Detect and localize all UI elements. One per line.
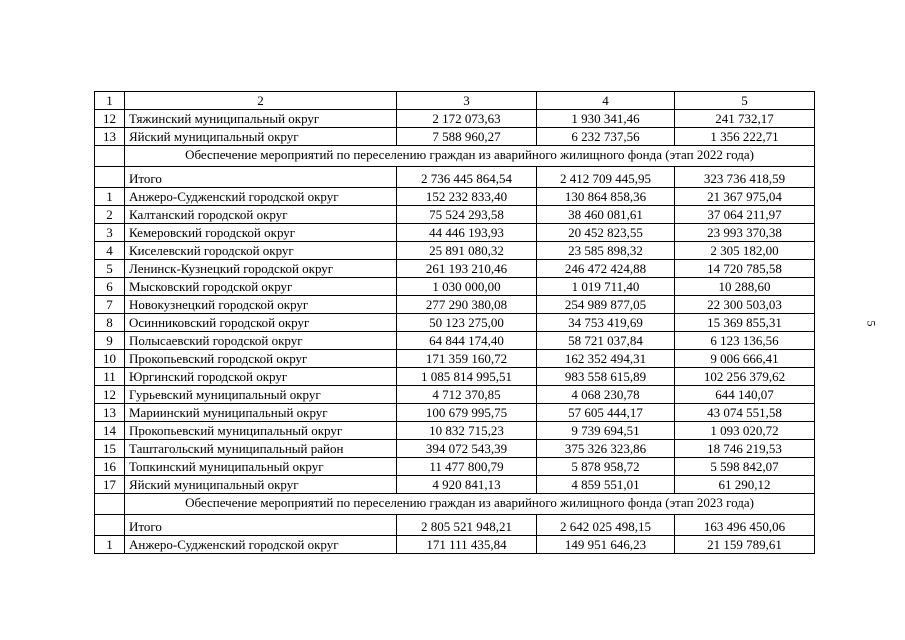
amount-col4: 6 232 737,56: [537, 128, 675, 146]
total-col5: 163 496 450,06: [675, 515, 815, 536]
municipality-name: Мариинский муниципальный округ: [125, 404, 397, 422]
municipality-name: Юргинский городской округ: [125, 368, 397, 386]
municipality-name: Таштагольский муниципальный район: [125, 440, 397, 458]
amount-total: 4 920 841,13: [397, 476, 537, 494]
amount-col4: 246 472 424,88: [537, 260, 675, 278]
amount-col4: 983 558 615,89: [537, 368, 675, 386]
total-row: [95, 167, 815, 188]
row-number: 5: [95, 260, 125, 278]
amount-col5: 644 140,07: [675, 386, 815, 404]
row-number: 1: [95, 188, 125, 206]
row-number: 8: [95, 314, 125, 332]
amount-col5: 43 074 551,58: [675, 404, 815, 422]
table-row: [95, 386, 815, 404]
amount-col5: 18 746 219,53: [675, 440, 815, 458]
row-number: 9: [95, 332, 125, 350]
municipality-name: Полысаевский городской округ: [125, 332, 397, 350]
page-number: 5: [864, 320, 879, 327]
amount-col4: 1 930 341,46: [537, 110, 675, 128]
municipality-name: Калтанский городской округ: [125, 206, 397, 224]
amount-total: 4 712 370,85: [397, 386, 537, 404]
amount-col5: 23 993 370,38: [675, 224, 815, 242]
row-number: 10: [95, 350, 125, 368]
amount-col4: 9 739 694,51: [537, 422, 675, 440]
empty-cell: [95, 146, 125, 167]
amount-col4: 4 068 230,78: [537, 386, 675, 404]
section-title-row: [95, 494, 815, 515]
municipality-name: Яйский муниципальный округ: [125, 476, 397, 494]
header-cell: 2: [125, 92, 397, 110]
amount-col5: 102 256 379,62: [675, 368, 815, 386]
amount-col5: 22 300 503,03: [675, 296, 815, 314]
row-number: 17: [95, 476, 125, 494]
municipality-name: Кемеровский городской округ: [125, 224, 397, 242]
municipality-name: Яйский муниципальный округ: [125, 128, 397, 146]
amount-col5: 21 367 975,04: [675, 188, 815, 206]
empty-cell: [95, 494, 125, 515]
municipality-name: Тяжинский муниципальный округ: [125, 110, 397, 128]
municipality-name: Анжеро-Судженский городской округ: [125, 188, 397, 206]
amount-col4: 130 864 858,36: [537, 188, 675, 206]
total-col3: 2 736 445 864,54: [397, 167, 537, 188]
amount-total: 152 232 833,40: [397, 188, 537, 206]
municipality-name: Мысковский городской округ: [125, 278, 397, 296]
amount-col5: 37 064 211,97: [675, 206, 815, 224]
amount-col4: 162 352 494,31: [537, 350, 675, 368]
amount-col4: 34 753 419,69: [537, 314, 675, 332]
municipality-name: Киселевский городской округ: [125, 242, 397, 260]
amount-total: 50 123 275,00: [397, 314, 537, 332]
empty-cell: [95, 167, 125, 188]
amount-col4: 5 878 958,72: [537, 458, 675, 476]
table-row: [95, 458, 815, 476]
municipality-name: Новокузнецкий городской округ: [125, 296, 397, 314]
total-col4: 2 642 025 498,15: [537, 515, 675, 536]
amount-col4: 254 989 877,05: [537, 296, 675, 314]
row-number: 6: [95, 278, 125, 296]
table-row: [95, 206, 815, 224]
budget-table: [94, 91, 815, 554]
total-col4: 2 412 709 445,95: [537, 167, 675, 188]
amount-total: 11 477 800,79: [397, 458, 537, 476]
amount-col5: 1 093 020,72: [675, 422, 815, 440]
amount-col5: 21 159 789,61: [675, 536, 815, 554]
table-row: [95, 368, 815, 386]
row-number: 2: [95, 206, 125, 224]
table-body: [95, 92, 815, 554]
amount-total: 1 030 000,00: [397, 278, 537, 296]
amount-col5: 15 369 855,31: [675, 314, 815, 332]
row-number: 7: [95, 296, 125, 314]
amount-total: 2 172 073,63: [397, 110, 537, 128]
municipality-name: Осинниковский городской округ: [125, 314, 397, 332]
amount-total: 7 588 960,27: [397, 128, 537, 146]
amount-total: 277 290 380,08: [397, 296, 537, 314]
section-title: Обеспечение мероприятий по переселению граждан из аварийного жилищного фонда (этап 2022 года): [125, 146, 815, 167]
table-row: [95, 422, 815, 440]
header-cell: 4: [537, 92, 675, 110]
amount-col4: 58 721 037,84: [537, 332, 675, 350]
amount-col4: 1 019 711,40: [537, 278, 675, 296]
municipality-name: Прокопьевский муниципальный округ: [125, 422, 397, 440]
table-row: [95, 332, 815, 350]
table-row: [95, 440, 815, 458]
header-cell: 1: [95, 92, 125, 110]
amount-total: 64 844 174,40: [397, 332, 537, 350]
amount-col4: 375 326 323,86: [537, 440, 675, 458]
amount-col5: 5 598 842,07: [675, 458, 815, 476]
table-row: [95, 260, 815, 278]
total-label: Итого: [125, 515, 397, 536]
amount-col5: 6 123 136,56: [675, 332, 815, 350]
row-number: 12: [95, 110, 125, 128]
municipality-name: Прокопьевский городской округ: [125, 350, 397, 368]
amount-total: 261 193 210,46: [397, 260, 537, 278]
row-number: 14: [95, 422, 125, 440]
amount-col4: 38 460 081,61: [537, 206, 675, 224]
amount-total: 44 446 193,93: [397, 224, 537, 242]
municipality-name: Топкинский муниципальный округ: [125, 458, 397, 476]
section-title-row: [95, 146, 815, 167]
header-row: [95, 92, 815, 110]
amount-total: 1 085 814 995,51: [397, 368, 537, 386]
total-col5: 323 736 418,59: [675, 167, 815, 188]
row-number: 15: [95, 440, 125, 458]
amount-total: 171 111 435,84: [397, 536, 537, 554]
amount-col5: 14 720 785,58: [675, 260, 815, 278]
row-number: 3: [95, 224, 125, 242]
amount-col4: 57 605 444,17: [537, 404, 675, 422]
municipality-name: Анжеро-Судженский городской округ: [125, 536, 397, 554]
amount-total: 25 891 080,32: [397, 242, 537, 260]
table-row: [95, 536, 815, 554]
row-number: 1: [95, 536, 125, 554]
amount-total: 75 524 293,58: [397, 206, 537, 224]
amount-col5: 9 006 666,41: [675, 350, 815, 368]
amount-total: 100 679 995,75: [397, 404, 537, 422]
total-col3: 2 805 521 948,21: [397, 515, 537, 536]
row-number: 16: [95, 458, 125, 476]
amount-total: 394 072 543,39: [397, 440, 537, 458]
header-cell: 5: [675, 92, 815, 110]
table-row: [95, 278, 815, 296]
amount-col4: 149 951 646,23: [537, 536, 675, 554]
table-row: [95, 128, 815, 146]
row-number: 13: [95, 404, 125, 422]
empty-cell: [95, 515, 125, 536]
row-number: 11: [95, 368, 125, 386]
amount-total: 10 832 715,23: [397, 422, 537, 440]
amount-col4: 23 585 898,32: [537, 242, 675, 260]
amount-col5: 241 732,17: [675, 110, 815, 128]
municipality-name: Ленинск-Кузнецкий городской округ: [125, 260, 397, 278]
amount-col5: 2 305 182,00: [675, 242, 815, 260]
section-title: Обеспечение мероприятий по переселению граждан из аварийного жилищного фонда (этап 2023 года): [125, 494, 815, 515]
table-row: [95, 350, 815, 368]
total-row: [95, 515, 815, 536]
amount-total: 171 359 160,72: [397, 350, 537, 368]
table-row: [95, 188, 815, 206]
total-label: Итого: [125, 167, 397, 188]
amount-col5: 1 356 222,71: [675, 128, 815, 146]
table-row: [95, 476, 815, 494]
table-row: [95, 404, 815, 422]
amount-col4: 4 859 551,01: [537, 476, 675, 494]
amount-col5: 61 290,12: [675, 476, 815, 494]
table-row: [95, 224, 815, 242]
amount-col5: 10 288,60: [675, 278, 815, 296]
table-row: [95, 314, 815, 332]
table-row: [95, 242, 815, 260]
row-number: 12: [95, 386, 125, 404]
header-cell: 3: [397, 92, 537, 110]
table-row: [95, 110, 815, 128]
table-row: [95, 296, 815, 314]
row-number: 13: [95, 128, 125, 146]
municipality-name: Гурьевский муниципальный округ: [125, 386, 397, 404]
row-number: 4: [95, 242, 125, 260]
amount-col4: 20 452 823,55: [537, 224, 675, 242]
